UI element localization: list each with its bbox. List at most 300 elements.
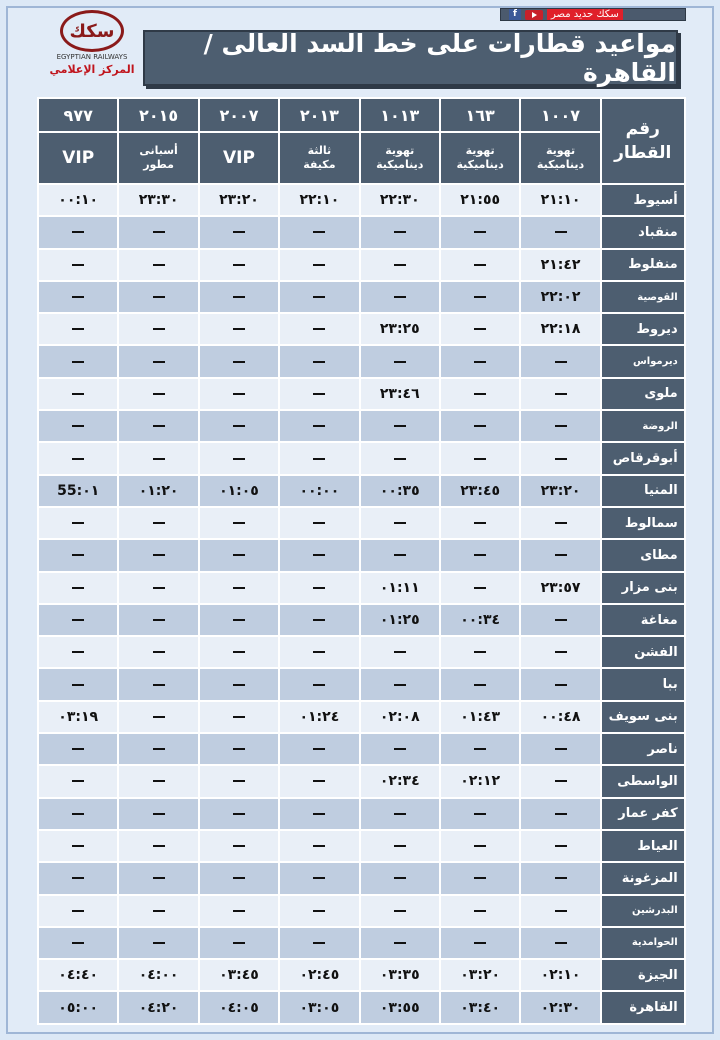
time-cell: ٢٢:٣٠ [360,184,440,216]
train-type-line: مطور [143,158,174,171]
dash-icon [72,328,84,330]
no-stop-cell [440,378,520,410]
time-cell: ٠٥:٠٠ [38,991,118,1023]
social-strip [500,8,686,21]
header-corner-line: القطار [614,143,672,163]
no-stop-cell [360,862,440,894]
no-stop-cell [520,733,600,765]
dash-icon [233,458,245,460]
time-cell: ٠٢:٣٠ [520,991,600,1023]
dash-icon [313,780,325,782]
dash-icon [153,587,165,589]
station-name: القوصية [601,281,685,313]
time-cell: ٢٣:٣٠ [118,184,198,216]
no-stop-cell [360,345,440,377]
time-cell: ٠٠:٣٤ [440,604,520,636]
station-name: أبوقرقاص [601,442,685,474]
no-stop-cell [118,668,198,700]
train-type [440,132,520,184]
time-cell: ٢٣:٤٦ [360,378,440,410]
dash-icon [313,361,325,363]
no-stop-cell [199,378,279,410]
dash-icon [72,264,84,266]
dash-icon [474,425,486,427]
no-stop-cell [440,733,520,765]
dash-icon [72,231,84,233]
dash-icon [474,328,486,330]
station-name: القاهرة [601,991,685,1023]
no-stop-cell [520,216,600,248]
dash-icon [555,522,567,524]
time-cell: ٢١:٥٥ [440,184,520,216]
time-cell: ٠٢:٤٥ [279,959,359,991]
dash-icon [233,684,245,686]
time-cell: ٠٤:٠٠ [118,959,198,991]
no-stop-cell [199,862,279,894]
station-name: ناصر [601,733,685,765]
no-stop-cell [38,249,118,281]
dash-icon [394,845,406,847]
dash-icon [474,684,486,686]
no-stop-cell [440,345,520,377]
dash-icon [474,651,486,653]
dash-icon [72,910,84,912]
no-stop-cell [440,798,520,830]
no-stop-cell [118,604,198,636]
no-stop-cell [199,701,279,733]
train-type [38,132,118,184]
no-stop-cell [199,281,279,313]
station-name: ببا [601,668,685,700]
station-name: العياط [601,830,685,862]
no-stop-cell [118,798,198,830]
time-cell: ٠١:٠٥ [199,475,279,507]
dash-icon [153,716,165,718]
train-type-line: ثالثة [307,144,332,157]
dash-icon [313,522,325,524]
dash-icon [394,684,406,686]
time-cell: ٠٢:٣٤ [360,765,440,797]
dash-icon [555,651,567,653]
no-stop-cell [199,507,279,539]
dash-icon [153,264,165,266]
no-stop-cell [199,572,279,604]
dash-icon [313,877,325,879]
no-stop-cell [118,862,198,894]
dash-icon [153,813,165,815]
time-cell: ٠١:٢٠ [118,475,198,507]
no-stop-cell [199,830,279,862]
dash-icon [474,942,486,944]
dash-icon [555,813,567,815]
train-type [118,132,198,184]
no-stop-cell [279,798,359,830]
time-cell: ٢٣:٢٠ [520,475,600,507]
dash-icon [233,425,245,427]
no-stop-cell [279,604,359,636]
dash-icon [555,554,567,556]
logo-name: المركز الإعلامي [49,63,135,76]
dash-icon [474,361,486,363]
time-cell: ٠٣:٤٥ [199,959,279,991]
dash-icon [474,231,486,233]
time-cell: ٢٢:١٨ [520,313,600,345]
schedule-table [37,97,686,1025]
dash-icon [313,231,325,233]
time-cell: ٠١:٢٤ [279,701,359,733]
time-cell: ٠٣:٢٠ [440,959,520,991]
no-stop-cell [199,539,279,571]
no-stop-cell [520,410,600,442]
no-stop-cell [520,765,600,797]
no-stop-cell [118,507,198,539]
dash-icon [233,780,245,782]
no-stop-cell [118,281,198,313]
no-stop-cell [279,862,359,894]
time-cell: ٢٢:٠٢ [520,281,600,313]
dash-icon [474,296,486,298]
dash-icon [153,296,165,298]
dash-icon [555,780,567,782]
dash-icon [153,845,165,847]
station-name: المزغونة [601,862,685,894]
no-stop-cell [199,927,279,959]
time-cell: ٠١:55 [38,475,118,507]
station-name: البدرشين [601,895,685,927]
no-stop-cell [38,345,118,377]
dash-icon [313,554,325,556]
no-stop-cell [520,862,600,894]
dash-icon [474,393,486,395]
dash-icon [313,845,325,847]
youtube-icon [525,10,543,20]
time-cell: ٠٣:٥٥ [360,991,440,1023]
no-stop-cell [118,345,198,377]
dash-icon [474,522,486,524]
dash-icon [233,845,245,847]
no-stop-cell [118,765,198,797]
no-stop-cell [199,345,279,377]
dash-icon [474,877,486,879]
no-stop-cell [38,798,118,830]
dash-icon [72,296,84,298]
dash-icon [72,780,84,782]
dash-icon [394,264,406,266]
dash-icon [313,748,325,750]
train-number: ١٠١٣ [360,98,440,132]
table-row [38,313,685,345]
no-stop-cell [199,895,279,927]
no-stop-cell [118,378,198,410]
dash-icon [313,264,325,266]
table-row [38,798,685,830]
dash-icon [72,651,84,653]
no-stop-cell [279,830,359,862]
logo-mark: سكك [60,10,124,52]
train-type-line: ديناميكية [536,158,585,171]
dash-icon [233,296,245,298]
no-stop-cell [440,830,520,862]
station-name: بنى مزار [601,572,685,604]
no-stop-cell [118,733,198,765]
no-stop-cell [520,604,600,636]
no-stop-cell [38,442,118,474]
dash-icon [72,619,84,621]
dash-icon [555,393,567,395]
dash-icon [555,231,567,233]
no-stop-cell [520,539,600,571]
time-cell: ٢٣:٥٧ [520,572,600,604]
time-cell: ٠٢:١٢ [440,765,520,797]
no-stop-cell [279,539,359,571]
page-title: مواعيد قطارات على خط السد العالى / القاهرة [143,30,678,86]
dash-icon [474,554,486,556]
no-stop-cell [440,442,520,474]
no-stop-cell [38,830,118,862]
no-stop-cell [440,539,520,571]
time-cell: ٠٣:٠٥ [279,991,359,1023]
no-stop-cell [38,216,118,248]
train-number: ١٠٠٧ [520,98,600,132]
no-stop-cell [520,895,600,927]
no-stop-cell [360,830,440,862]
no-stop-cell [38,572,118,604]
train-type-line: VIP [62,148,95,168]
no-stop-cell [440,927,520,959]
dash-icon [474,458,486,460]
no-stop-cell [38,927,118,959]
dash-icon [153,651,165,653]
station-name: بنى سويف [601,701,685,733]
no-stop-cell [279,249,359,281]
no-stop-cell [199,668,279,700]
dash-icon [72,458,84,460]
dash-icon [153,910,165,912]
no-stop-cell [38,539,118,571]
dash-icon [555,684,567,686]
train-type [520,132,600,184]
train-type-line: ديناميكية [376,158,424,171]
dash-icon [555,845,567,847]
table-row [38,604,685,636]
no-stop-cell [38,862,118,894]
dash-icon [72,393,84,395]
dash-icon [474,845,486,847]
time-cell: ٢٣:٢٥ [360,313,440,345]
no-stop-cell [118,249,198,281]
dash-icon [555,748,567,750]
dash-icon [233,328,245,330]
no-stop-cell [440,668,520,700]
dash-icon [72,522,84,524]
dash-icon [153,231,165,233]
station-name: سمالوط [601,507,685,539]
no-stop-cell [38,281,118,313]
table-row [38,475,685,507]
train-number: ٩٧٧ [38,98,118,132]
no-stop-cell [360,442,440,474]
dash-icon [72,554,84,556]
no-stop-cell [440,572,520,604]
dash-icon [313,425,325,427]
dash-icon [394,458,406,460]
dash-icon [555,425,567,427]
time-cell: ٢٢:١٠ [279,184,359,216]
time-cell: ٠٠:٣٥ [360,475,440,507]
dash-icon [394,651,406,653]
dash-icon [555,942,567,944]
no-stop-cell [199,216,279,248]
dash-icon [233,748,245,750]
dash-icon [233,393,245,395]
no-stop-cell [38,765,118,797]
table-row [38,895,685,927]
table-row [38,507,685,539]
no-stop-cell [360,507,440,539]
no-stop-cell [279,636,359,668]
dash-icon [233,651,245,653]
time-cell: ٠٠:٤٨ [520,701,600,733]
no-stop-cell [520,636,600,668]
no-stop-cell [440,862,520,894]
no-stop-cell [118,572,198,604]
no-stop-cell [279,410,359,442]
table-row [38,410,685,442]
table-row [38,991,685,1023]
no-stop-cell [199,410,279,442]
time-cell: ٠٣:١٩ [38,701,118,733]
table-row [38,216,685,248]
dash-icon [72,361,84,363]
no-stop-cell [118,830,198,862]
dash-icon [394,554,406,556]
station-name: منفلوط [601,249,685,281]
train-type-line: مكيفة [303,158,336,171]
no-stop-cell [38,895,118,927]
dash-icon [474,587,486,589]
dash-icon [233,554,245,556]
dash-icon [394,813,406,815]
dash-icon [153,328,165,330]
dash-icon [313,910,325,912]
no-stop-cell [279,572,359,604]
no-stop-cell [440,216,520,248]
no-stop-cell [118,927,198,959]
train-number: ٢٠١٥ [118,98,198,132]
no-stop-cell [360,410,440,442]
station-name: المنيا [601,475,685,507]
dash-icon [394,877,406,879]
dash-icon [153,393,165,395]
dash-icon [474,910,486,912]
no-stop-cell [38,507,118,539]
no-stop-cell [279,345,359,377]
time-cell: ٠٢:١٠ [520,959,600,991]
no-stop-cell [38,636,118,668]
no-stop-cell [118,442,198,474]
no-stop-cell [118,216,198,248]
no-stop-cell [520,830,600,862]
dash-icon [153,458,165,460]
header-train-number-label [601,98,685,184]
no-stop-cell [279,281,359,313]
no-stop-cell [279,216,359,248]
facebook-icon: f [509,9,521,20]
no-stop-cell [520,798,600,830]
no-stop-cell [520,442,600,474]
no-stop-cell [360,733,440,765]
table-row [38,733,685,765]
no-stop-cell [199,442,279,474]
no-stop-cell [520,668,600,700]
header-corner-line: رقم [625,119,660,139]
no-stop-cell [440,313,520,345]
no-stop-cell [520,507,600,539]
logo [42,10,142,80]
no-stop-cell [199,733,279,765]
time-cell: ٠١:٤٣ [440,701,520,733]
dash-icon [153,522,165,524]
station-name: ديروط [601,313,685,345]
station-name: أسيوط [601,184,685,216]
no-stop-cell [38,313,118,345]
time-cell: ٠٠:١٠ [38,184,118,216]
dash-icon [153,780,165,782]
no-stop-cell [440,281,520,313]
no-stop-cell [360,636,440,668]
dash-icon [474,813,486,815]
station-name: منقباد [601,216,685,248]
no-stop-cell [360,249,440,281]
time-cell: ٠٢:٠٨ [360,701,440,733]
no-stop-cell [279,378,359,410]
dash-icon [394,748,406,750]
train-type [279,132,359,184]
no-stop-cell [360,539,440,571]
dash-icon [394,425,406,427]
dash-icon [153,619,165,621]
table-row [38,184,685,216]
no-stop-cell [279,313,359,345]
time-cell: ٠٣:٤٠ [440,991,520,1023]
dash-icon [313,393,325,395]
no-stop-cell [199,313,279,345]
station-name: الواسطى [601,765,685,797]
table-row [38,959,685,991]
no-stop-cell [520,378,600,410]
no-stop-cell [199,798,279,830]
table-row [38,249,685,281]
no-stop-cell [199,636,279,668]
dash-icon [233,264,245,266]
time-cell: ٠٤:٢٠ [118,991,198,1023]
dash-icon [555,877,567,879]
no-stop-cell [118,701,198,733]
table-row [38,281,685,313]
dash-icon [233,231,245,233]
no-stop-cell [520,927,600,959]
dash-icon [153,877,165,879]
table-row [38,765,685,797]
no-stop-cell [199,604,279,636]
dash-icon [72,813,84,815]
dash-icon [394,361,406,363]
station-name: الجيزة [601,959,685,991]
train-type-line: تهوية [385,144,415,157]
dash-icon [474,748,486,750]
dash-icon [233,716,245,718]
station-name: مطاى [601,539,685,571]
